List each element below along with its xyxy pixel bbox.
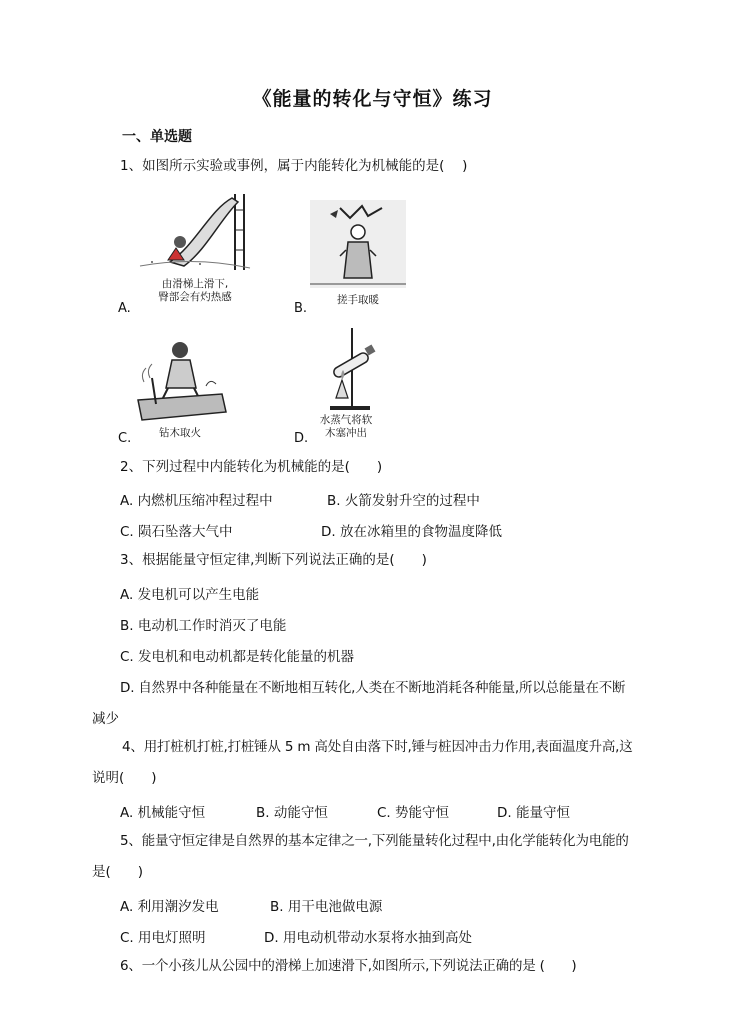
question-4-option-d: D. 能量守恒	[497, 805, 570, 821]
question-5-stem-line1: 5、能量守恒定律是自然界的基本定律之一,下列能量转化过程中,由化学能转化为电能的	[120, 833, 629, 849]
question-4-stem-line2: 说明( )	[92, 770, 157, 786]
steam-tube-icon	[318, 328, 378, 412]
question-2-option-b: B. 火箭发射升空的过程中	[327, 493, 480, 509]
slide-icon	[140, 190, 250, 272]
figure-b-caption: 搓手取暖	[337, 294, 379, 306]
figure-d-caption	[306, 414, 386, 440]
question-6-stem: 6、一个小孩儿从公园中的滑梯上加速滑下,如图所示,下列说法正确的是 ( )	[120, 958, 577, 974]
figure-a-label: A.	[118, 301, 131, 316]
question-2-stem: 2、下列过程中内能转化为机械能的是( )	[120, 459, 383, 475]
question-2-option-d: D. 放在冰箱里的食物温度降低	[321, 524, 502, 540]
question-3-option-b: B. 电动机工作时消灭了电能	[120, 618, 287, 634]
section-heading: 一、单选题	[122, 129, 192, 145]
rub-hands-icon	[310, 200, 406, 288]
drill-fire-icon	[130, 338, 230, 426]
figure-c-caption: 钻木取火	[159, 427, 201, 439]
question-3-stem: 3、根据能量守恒定律,判断下列说法正确的是( )	[120, 552, 427, 568]
question-1-stem: 1、如图所示实验或事例，属于内能转化为机械能的是( )	[120, 158, 468, 174]
figure-b-label: B.	[294, 301, 308, 316]
figure-d-label: D.	[294, 431, 309, 446]
figure-c-label: C.	[118, 431, 132, 446]
question-5-option-d: D. 用电动机带动水泵将水抽到高处	[264, 930, 472, 946]
question-5-option-a: A. 利用潮汐发电	[120, 899, 219, 915]
question-4-stem-line1: 4、用打桩机打桩,打桩锤从 5 m 高处自由落下时,锤与桩因冲击力作用,表面温度升高,这	[122, 739, 633, 755]
question-5-option-c: C. 用电灯照明	[120, 930, 206, 946]
question-2-option-a: A. 内燃机压缩冲程过程中	[120, 493, 273, 509]
question-4-option-c: C. 势能守恒	[377, 805, 450, 821]
figure-d-caption-line2: 木塞冲出	[325, 427, 367, 439]
figure-a-caption	[140, 278, 250, 304]
question-5-option-b: B. 用干电池做电源	[270, 899, 383, 915]
figure-a-caption-line1: 由滑梯上滑下,	[161, 278, 229, 290]
figure-a-caption-line2: 臀部会有灼热感	[158, 291, 232, 303]
page-title: 《能量的转化与守恒》练习	[252, 88, 493, 110]
question-5-stem-line2: 是( )	[92, 864, 144, 880]
question-3-option-d-line1: D. 自然界中各种能量在不断地相互转化,人类在不断地消耗各种能量,所以总能量在不断	[120, 680, 626, 696]
question-2-option-c: C. 陨石坠落大气中	[120, 524, 233, 540]
question-3-option-a: A. 发电机可以产生电能	[120, 587, 260, 603]
figure-d-caption-line1: 水蒸气将软	[319, 414, 373, 426]
question-4-option-a: A. 机械能守恒	[120, 805, 206, 821]
question-3-option-d-line2: 减少	[92, 711, 119, 727]
question-4-option-b: B. 动能守恒	[256, 805, 328, 821]
question-3-option-c: C. 发电机和电动机都是转化能量的机器	[120, 649, 355, 665]
